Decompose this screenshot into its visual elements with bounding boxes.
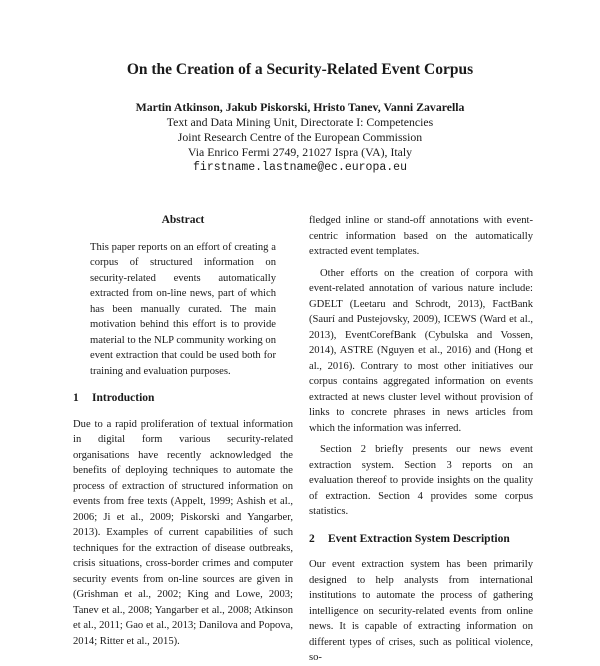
affiliation-line: Joint Research Centre of the European Commission (177, 130, 423, 144)
right-column (309, 213, 533, 666)
affiliation-line: Text and Data Mining Unit, Directorate I: Competencies (166, 115, 434, 129)
left-column (73, 213, 293, 649)
paragraph-continuation: fledged inline or stand-off annotations with event-centric information based on the automatically extracted event templates. (309, 215, 533, 257)
paper-title: On the Creation of a Security-Related Event Corpus (126, 61, 474, 78)
system-description-paragraph: Our event extraction system has been primarily designed to help analysts from international institutions to automate the process of gathering intelligence on security-related events from online news. It is capable of extracting information on different types of crises, such as political violence, so- (309, 559, 533, 663)
section-title: Event Extraction System Description (328, 532, 510, 545)
related-work-paragraph: Other efforts on the creation of corpora with event-related annotation of various nature include: GDELT (Leetaru and Schrodt, 2013), FactBank (Saurí and Pustejovsky, 2009), ICEWS (Ward et al., 2013), EventCorefBank (Cybulska and Vossen, 2014), ASTRE (Nguyen et al., 2016) and (Hong et al., 2016). Contrary to most other initiatives our corpus contains aggregated information on events extracted at news cluster level without provision of links to concrete phrases in news articles from which the information was inferred. (309, 267, 533, 434)
section-number: 2 (309, 532, 315, 545)
section-heading-introduction (73, 391, 293, 407)
author-email: firstname.lastname@ec.europa.eu (193, 161, 407, 174)
section-number: 1 (73, 392, 79, 404)
author-block (0, 100, 600, 175)
section-title: Introduction (92, 392, 155, 404)
affiliation-line: Via Enrico Fermi 2749, 21027 Ispra (VA), Italy (187, 145, 413, 159)
outline-paragraph: Section 2 briefly presents our news event extraction system. Section 3 reports on an evaluation thereof to provide insights on the quality of extraction. Section 4 provides some corpus statistics. (309, 444, 533, 517)
abstract-text: This paper reports on an effort of creating a corpus of structured information on security-related events automatically extracted from on-line news, part of which has been manually curated. The main motivation behind this effort is to provide material to the NLP community working on event extraction that could be used both for training and evaluation purposes. (90, 241, 276, 377)
abstract-heading: Abstract (161, 214, 205, 226)
section-heading-event-extraction (309, 532, 533, 548)
author-names: Martin Atkinson, Jakub Piskorski, Hristo Tanev, Vanni Zavarella (135, 100, 465, 114)
introduction-paragraph: Due to a rapid proliferation of textual information in digital form various security-related organisations have recently acknowledged the benefits of deploying techniques to automate the process of extraction of structured information on events from free texts (Appelt, 1999; Ashish et al., 2006; Ji et al., 2009; Piskorski and Yangarber, 2013). Examples of current capabilities of such techniques for the extraction of disease outbreaks, crisis situations, cross-border crimes and computer security events from on-line sources are given in (Grishman et al., 2002; King and Lowe, 2003; Tanev et al., 2008; Yangarber et al., 2008; Atkinson et al., 2011; Gao et al., 2013; Danilova and Popova, 2014; Ritter et al., 2015). (73, 418, 293, 647)
